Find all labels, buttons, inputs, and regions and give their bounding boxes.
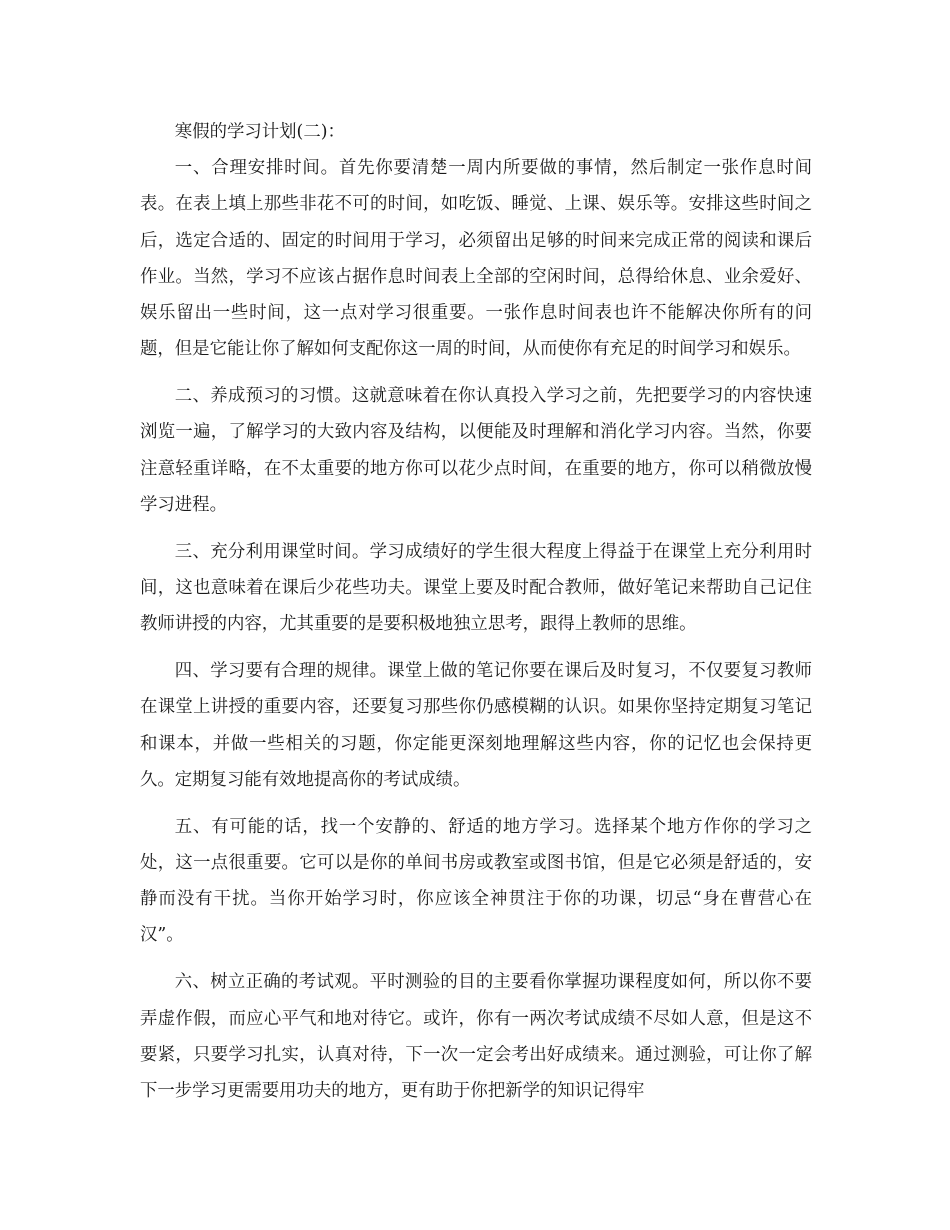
paragraph-study-routine: 四、学习要有合理的规律。课堂上做的笔记你要在课后及时复习，不仅要复习教师在课堂上讲授的重要内容，还要复习那些你仍感模糊的认识。如果你坚持定期复习笔记和课本，并做一些相关的习题，你定能更深刻地理解这些内容，你的记忆也会保持更久。定期复习能有效地提高你的考试成绩。 [140, 661, 812, 790]
document-title: 寒假的学习计划(二)： [174, 122, 345, 142]
paragraph-preview-habit: 二、养成预习的习惯。这就意味着在你认真投入学习之前，先把要学习的内容快速浏览一遍，了解学习的大致内容及结构，以便能及时理解和消化学习内容。当然，你要注意轻重详略，在不太重要的地方你可以花少点时间，在重要的地方，你可以稍微放慢学习进程。 [140, 386, 812, 515]
document-body [140, 114, 812, 1120]
paragraph-study-place: 五、有可能的话，找一个安静的、舒适的地方学习。选择某个地方作你的学习之处，这一点很重要。它可以是你的单间书房或教室或图书馆，但是它必须是舒适的，安静而没有干扰。当你开始学习时，你应该全神贯注于你的功课，切忌“身在曹营心在汉”。 [140, 816, 812, 946]
paragraph-exam-attitude: 六、树立正确的考试观。平时测验的目的主要看你掌握功课程度如何，所以你不要弄虚作假，而应心平气和地对待它。或许，你有一两次考试成绩不尽如人意，但是这不要紧，只要学习扎实，认真对待，下一次一定会考出好成绩来。通过测验，可让你了解下一步学习更需要用功夫的地方，更有助于你把新学的知识记得牢 [140, 972, 812, 1102]
paragraph-class-time: 三、充分利用课堂时间。学习成绩好的学生很大程度上得益于在课堂上充分利用时间，这也意味着在课后少花些功夫。课堂上要及时配合教师，做好笔记来帮助自己记住教师讲授的内容，尤其重要的是要积极地独立思考，跟得上教师的思维。 [140, 541, 812, 635]
paragraph-time-management: 一、合理安排时间。首先你要清楚一周内所要做的事情，然后制定一张作息时间表。在表上填上那些非花不可的时间，如吃饭、睡觉、上课、娱乐等。安排这些时间之后，选定合适的、固定的时间用于学习，必须留出足够的时间来完成正常的阅读和课后作业。当然，学习不应该占据作息时间表上全部的空闲时间，总得给休息、业余爱好、娱乐留出一些时间，这一点对学习很重要。一张作息时间表也许不能解决你所有的问题，但是它能让你了解如何支配你这一周的时间，从而使你有充足的时间学习和娱乐。 [140, 158, 812, 360]
